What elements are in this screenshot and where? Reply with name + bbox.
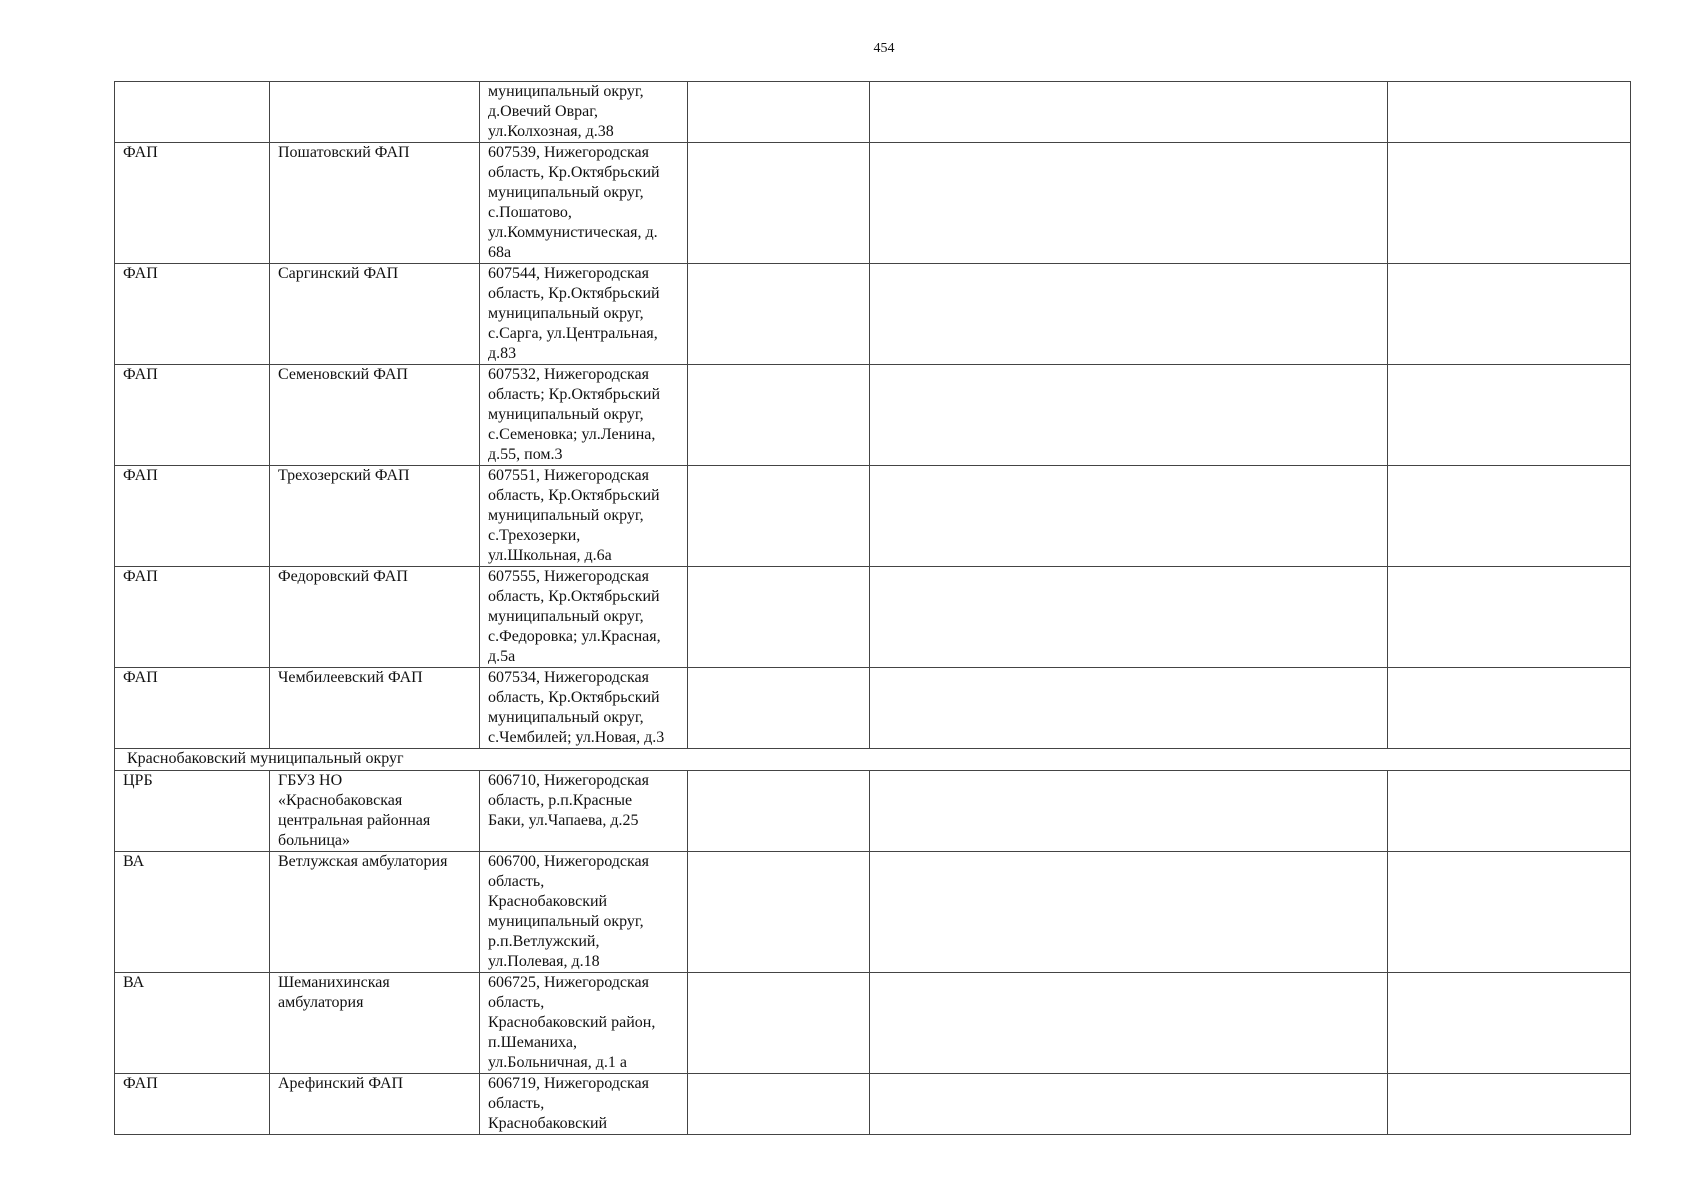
table-row — [115, 143, 1631, 264]
address-cell: 606719, Нижегородская область, Краснобаковский — [480, 1074, 688, 1135]
name-cell: Арефинский ФАП — [270, 1074, 480, 1135]
table-row — [115, 973, 1631, 1074]
empty-cell — [688, 668, 870, 749]
empty-cell — [1388, 771, 1631, 852]
table-row — [115, 567, 1631, 668]
empty-cell — [1388, 567, 1631, 668]
empty-cell — [688, 852, 870, 973]
table-row — [115, 264, 1631, 365]
empty-cell — [1388, 143, 1631, 264]
empty-cell — [870, 466, 1388, 567]
address-cell: 607539, Нижегородская область, Кр.Октябрьский муниципальный округ, с.Пошатово, ул.Коммунистическая, д. 68а — [480, 143, 688, 264]
empty-cell — [688, 1074, 870, 1135]
empty-cell — [1388, 466, 1631, 567]
address-cell: 607532, Нижегородская область; Кр.Октябрьский муниципальный округ, с.Семеновка; ул.Ленина, д.55, пом.3 — [480, 365, 688, 466]
empty-cell — [1388, 1074, 1631, 1135]
empty-cell — [688, 264, 870, 365]
table-row — [115, 668, 1631, 749]
empty-cell — [688, 567, 870, 668]
type-cell: ФАП — [115, 567, 270, 668]
address-cell: 607551, Нижегородская область, Кр.Октябрьский муниципальный округ, с.Трехозерки, ул.Школьная, д.6а — [480, 466, 688, 567]
table-row — [115, 852, 1631, 973]
type-cell: ФАП — [115, 365, 270, 466]
name-cell: ГБУЗ НО «Краснобаковская центральная районная больница» — [270, 771, 480, 852]
empty-cell — [870, 771, 1388, 852]
table-row — [115, 365, 1631, 466]
type-cell: ФАП — [115, 466, 270, 567]
address-cell: 607544, Нижегородская область, Кр.Октябрьский муниципальный округ, с.Сарга, ул.Центральная, д.83 — [480, 264, 688, 365]
empty-cell — [870, 852, 1388, 973]
address-cell: 607534, Нижегородская область, Кр.Октябрьский муниципальный округ, с.Чембилей; ул.Новая, д.3 — [480, 668, 688, 749]
name-cell: Семеновский ФАП — [270, 365, 480, 466]
empty-cell — [688, 82, 870, 143]
name-cell: Пошатовский ФАП — [270, 143, 480, 264]
table-row — [115, 466, 1631, 567]
empty-cell — [1388, 668, 1631, 749]
empty-cell — [870, 365, 1388, 466]
name-cell: Саргинский ФАП — [270, 264, 480, 365]
type-cell: ВА — [115, 973, 270, 1074]
empty-cell — [870, 567, 1388, 668]
section-row — [115, 749, 1631, 771]
name-cell: Чембилеевский ФАП — [270, 668, 480, 749]
empty-cell — [1388, 82, 1631, 143]
table-row — [115, 1074, 1631, 1135]
empty-cell — [1388, 365, 1631, 466]
name-cell: Шеманихинская амбулатория — [270, 973, 480, 1074]
empty-cell — [870, 973, 1388, 1074]
name-cell: Федоровский ФАП — [270, 567, 480, 668]
address-cell: 606710, Нижегородская область, р.п.Красные Баки, ул.Чапаева, д.25 — [480, 771, 688, 852]
type-cell: ФАП — [115, 1074, 270, 1135]
empty-cell — [688, 771, 870, 852]
table-row — [115, 771, 1631, 852]
empty-cell — [870, 143, 1388, 264]
empty-cell — [1388, 264, 1631, 365]
empty-cell — [870, 1074, 1388, 1135]
address-cell: 606700, Нижегородская область, Краснобаковский муниципальный округ, р.п.Ветлужский, ул.Полевая, д.18 — [480, 852, 688, 973]
section-header: Краснобаковский муниципальный округ — [115, 749, 1631, 771]
type-cell — [115, 82, 270, 143]
address-cell: муниципальный округ, д.Овечий Овраг, ул.Колхозная, д.38 — [480, 82, 688, 143]
type-cell: ВА — [115, 852, 270, 973]
name-cell — [270, 82, 480, 143]
empty-cell — [688, 973, 870, 1074]
empty-cell — [1388, 852, 1631, 973]
empty-cell — [870, 668, 1388, 749]
page-number: 454 — [873, 41, 895, 56]
empty-cell — [688, 365, 870, 466]
facilities-table — [114, 81, 1631, 1135]
type-cell: ФАП — [115, 264, 270, 365]
name-cell: Ветлужская амбулатория — [270, 852, 480, 973]
empty-cell — [688, 466, 870, 567]
empty-cell — [870, 264, 1388, 365]
address-cell: 607555, Нижегородская область, Кр.Октябрьский муниципальный округ, с.Федоровка; ул.Красная, д.5а — [480, 567, 688, 668]
empty-cell — [688, 143, 870, 264]
type-cell: ЦРБ — [115, 771, 270, 852]
type-cell: ФАП — [115, 668, 270, 749]
name-cell: Трехозерский ФАП — [270, 466, 480, 567]
empty-cell — [1388, 973, 1631, 1074]
empty-cell — [870, 82, 1388, 143]
address-cell: 606725, Нижегородская область, Краснобаковский район, п.Шеманиха, ул.Больничная, д.1 а — [480, 973, 688, 1074]
table-row — [115, 82, 1631, 143]
type-cell: ФАП — [115, 143, 270, 264]
